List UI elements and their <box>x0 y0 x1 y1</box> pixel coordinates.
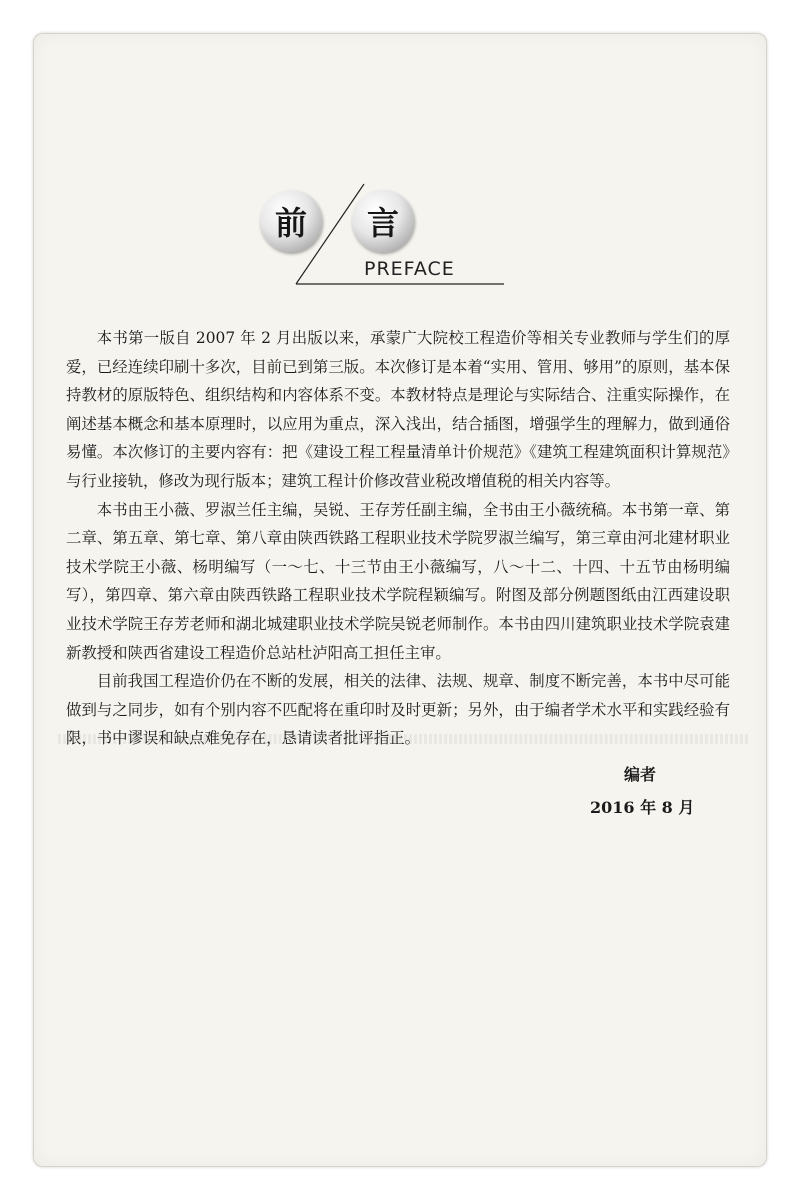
preface-heading <box>34 34 767 304</box>
signature-date: 2016 年 8 月 <box>590 798 695 817</box>
paragraph-3: 目前我国工程造价仍在不断的发展，相关的法律、法规、规章、制度不断完善，本书中尽可能做到与之同步，如有个别内容不匹配将在重印时及时更新；另外，由于编者学术水平和实践经验有限，书中谬误和缺点难免存在，恳请读者批评指正。 <box>66 672 730 748</box>
heading-english: PREFACE <box>364 258 455 280</box>
signature-block <box>590 762 695 818</box>
heading-char-1: 前 <box>260 190 322 252</box>
paragraph-1: 本书第一版自 2007 年 2 月出版以来，承蒙广大院校工程造价等相关专业教师与学生们的厚爱，已经连续印刷十多次，目前已到第三版。本次修订是本着“实用、管用、够用”的原则，基本保持教材的原版特色、组织结构和内容体系不变。本教材特点是理论与实际结合、注重实际操作，在阐述基本概念和基本原理时，以应用为重点，深入浅出，结合插图，增强学生的理解力，做到通俗易懂。本次修订的主要内容有：把《建设工程工程量清单计价规范》《建筑工程建筑面积计算规范》与行业接轨，修改为现行版本；建筑工程计价修改营业税改增值税的相关内容等。 <box>66 329 730 490</box>
preface-body <box>66 324 730 753</box>
heading-char-2: 言 <box>352 190 414 252</box>
signature-author: 编者 <box>624 765 657 784</box>
paragraph-2: 本书由王小薇、罗淑兰任主编，吴锐、王存芳任副主编，全书由王小薇统稿。本书第一章、第二章、第五章、第七章、第八章由陕西铁路工程职业技术学院罗淑兰编写，第三章由河北建材职业技术学院王小薇、杨明编写（一～七、十三节由王小薇编写，八～十二、十四、十五节由杨明编写），第四章、第六章由陕西铁路工程职业技术学院程颖编写。附图及部分例题图纸由江西建设职业技术学院王存芳老师和湖北城建职业技术学院吴锐老师制作。本书由四川建筑职业技术学院袁建新教授和陕西省建设工程造价总站杜泸阳高工担任主审。 <box>66 500 730 662</box>
book-page <box>33 33 767 1167</box>
